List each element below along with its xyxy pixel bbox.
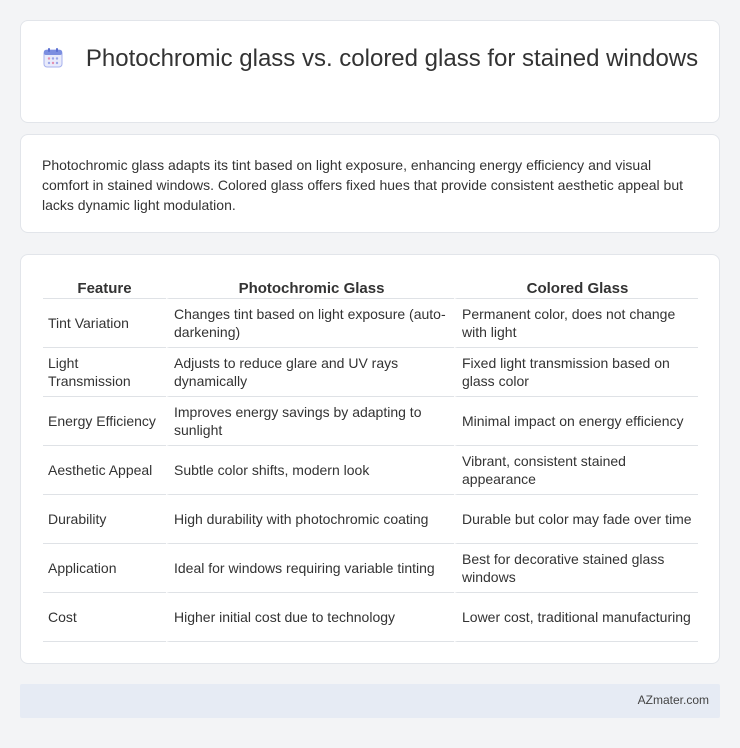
feature-cell: Energy Efficiency — [43, 397, 166, 446]
title-text: Photochromic glass vs. colored glass for stained windows — [85, 45, 699, 72]
feature-cell: Aesthetic Appeal — [43, 446, 166, 495]
table-header-row — [43, 276, 698, 299]
table-row — [43, 495, 698, 544]
photochromic-cell: Subtle color shifts, modern look — [166, 446, 454, 495]
table-row — [43, 397, 698, 446]
calendar-icon — [42, 47, 64, 69]
feature-cell: Tint Variation — [43, 299, 166, 348]
comparison-card — [20, 254, 720, 664]
header-colored: Colored Glass — [454, 276, 698, 299]
intro-card — [20, 134, 720, 233]
footer-bar — [20, 684, 720, 718]
header-feature: Feature — [43, 276, 166, 299]
photochromic-cell: Changes tint based on light exposure (auto-darkening) — [166, 299, 454, 348]
feature-cell: Cost — [43, 593, 166, 642]
colored-cell: Durable but color may fade over time — [454, 495, 698, 544]
table-row — [43, 593, 698, 642]
colored-cell: Minimal impact on energy efficiency — [454, 397, 698, 446]
table-row — [43, 299, 698, 348]
feature-cell: Application — [43, 544, 166, 593]
photochromic-cell: High durability with photochromic coating — [166, 495, 454, 544]
photochromic-cell: Higher initial cost due to technology — [166, 593, 454, 642]
colored-cell: Vibrant, consistent stained appearance — [454, 446, 698, 495]
intro-paragraph: Photochromic glass adapts its tint based on light exposure, enhancing energy efficiency and visual comfort in stained windows. Colored glass offers fixed hues that provide consistent aesthetic appeal but lacks dynamic light modulation. — [42, 157, 683, 213]
colored-cell: Best for decorative stained glass windows — [454, 544, 698, 593]
table-row — [43, 348, 698, 397]
table-row — [43, 446, 698, 495]
page-title — [21, 44, 719, 73]
feature-cell: Light Transmission — [43, 348, 166, 397]
feature-cell: Durability — [43, 495, 166, 544]
header-photochromic: Photochromic Glass — [166, 276, 454, 299]
colored-cell: Permanent color, does not change with light — [454, 299, 698, 348]
photochromic-cell: Adjusts to reduce glare and UV rays dynamically — [166, 348, 454, 397]
photochromic-cell: Ideal for windows requiring variable tinting — [166, 544, 454, 593]
photochromic-cell: Improves energy savings by adapting to sunlight — [166, 397, 454, 446]
colored-cell: Fixed light transmission based on glass color — [454, 348, 698, 397]
colored-cell: Lower cost, traditional manufacturing — [454, 593, 698, 642]
comparison-table — [43, 276, 698, 642]
table-row — [43, 544, 698, 593]
footer-site-link[interactable]: AZmater.com — [637, 693, 709, 707]
title-card — [20, 20, 720, 123]
